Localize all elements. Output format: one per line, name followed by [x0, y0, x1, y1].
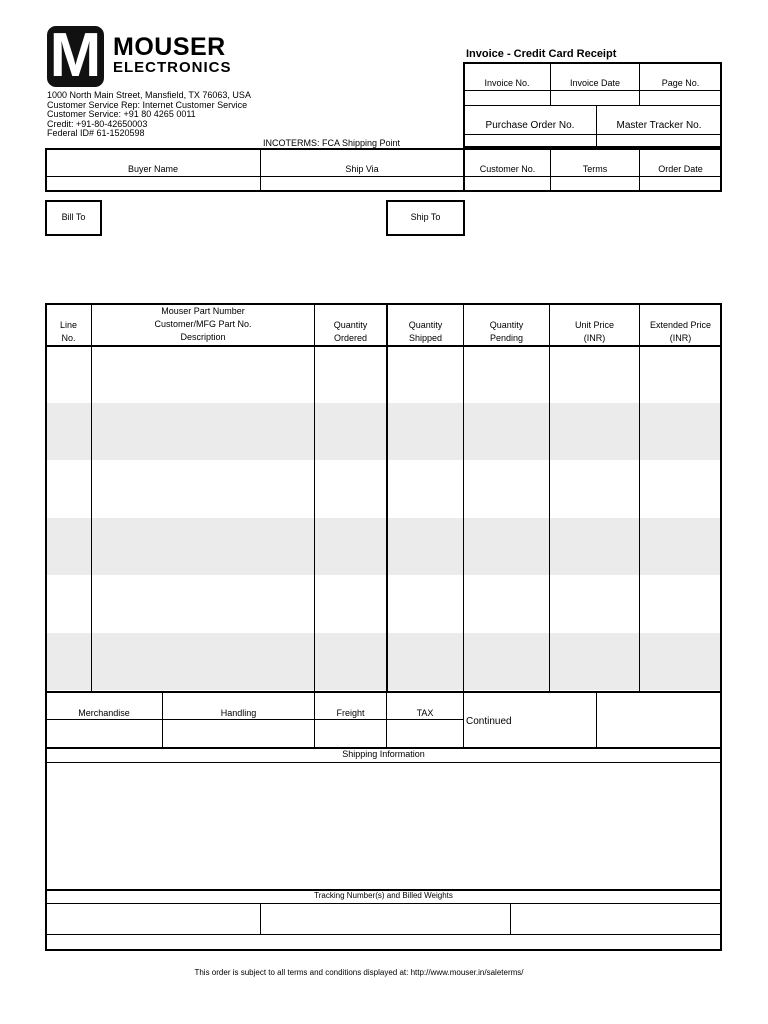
address-line: 1000 North Main Street, Mansfield, TX 76063, USA	[47, 90, 251, 100]
divider	[46, 176, 721, 177]
terms-label: Terms	[582, 164, 608, 174]
continued-label: Continued	[466, 716, 512, 727]
col-header-part	[92, 305, 314, 344]
divider	[386, 692, 387, 748]
header-text: Quantity	[333, 320, 368, 330]
header-text: Quantity	[489, 320, 524, 330]
customer-no-label: Customer No.	[479, 164, 536, 174]
col-header-qty-shipped	[388, 319, 463, 345]
divider	[260, 904, 261, 934]
terms-footer: This order is subject to all terms and conditions displayed at: http://www.mouser.in/saleterms/	[194, 968, 524, 977]
divider	[549, 304, 550, 691]
col-header-line-no	[46, 319, 91, 345]
divider	[639, 304, 640, 691]
mouser-logo	[47, 21, 104, 90]
company-subname: ELECTRONICS	[113, 59, 232, 76]
freight-label: Freight	[336, 708, 365, 718]
buyer-name-label: Buyer Name	[127, 164, 179, 174]
logo-letter: M	[49, 21, 102, 90]
purchase-order-label: Purchase Order No.	[485, 120, 575, 131]
divider	[464, 134, 721, 135]
address-line: Federal ID# 61-1520598	[47, 128, 145, 139]
divider	[596, 692, 597, 748]
divider	[463, 304, 464, 691]
divider	[314, 304, 315, 691]
header-text: Unit Price	[574, 320, 614, 330]
divider	[464, 90, 721, 91]
divider	[46, 345, 721, 347]
divider	[463, 692, 464, 748]
divider	[464, 105, 721, 106]
header-text: Customer/MFG Part No.	[154, 319, 252, 329]
header-text: Quantity	[408, 320, 443, 330]
invoice-no-label: Invoice No.	[484, 78, 530, 88]
incoterms: INCOTERMS: FCA Shipping Point	[263, 138, 401, 148]
divider	[162, 692, 163, 748]
address-line: Credit: +91-80-42650003	[47, 118, 148, 129]
header-text: Line	[59, 320, 77, 330]
divider	[46, 762, 721, 763]
header-text: Description	[180, 332, 226, 342]
header-text: Pending	[489, 333, 524, 343]
divider	[314, 692, 315, 748]
company-address	[47, 91, 251, 139]
col-header-ext-price	[640, 319, 721, 345]
company-name: MOUSER	[113, 33, 226, 61]
address-line: Customer Service Rep: Internet Customer Service	[47, 99, 248, 110]
order-date-label: Order Date	[658, 164, 703, 174]
divider	[46, 903, 721, 904]
header-text: Mouser Part Number	[161, 306, 245, 316]
header-text: (INR)	[669, 333, 692, 343]
divider	[46, 934, 721, 935]
master-tracker-label: Master Tracker No.	[616, 120, 702, 131]
divider	[510, 904, 511, 934]
ship-via-label: Ship Via	[345, 164, 379, 174]
header-text: Ordered	[333, 333, 368, 343]
header-text: (INR)	[583, 333, 606, 343]
divider	[91, 304, 92, 691]
tracking-title: Tracking Number(s) and Billed Weights	[314, 891, 453, 900]
divider	[46, 719, 464, 720]
merchandise-label: Merchandise	[78, 708, 130, 718]
header-text: Extended Price	[649, 320, 712, 330]
handling-label: Handling	[220, 708, 257, 718]
ship-to-label: Ship To	[410, 212, 441, 222]
invoice-date-label: Invoice Date	[569, 78, 621, 88]
totals-box	[45, 691, 722, 749]
page-no-label: Page No.	[661, 78, 700, 88]
header-text: Shipped	[408, 333, 443, 343]
address-line: Customer Service: +91 80 4265 0011	[47, 109, 196, 120]
divider	[386, 304, 388, 691]
tax-label: TAX	[416, 708, 434, 718]
invoice-title: Invoice - Credit Card Receipt	[466, 48, 617, 60]
shipping-info-title: Shipping Information	[342, 749, 425, 759]
bill-to-label: Bill To	[61, 212, 86, 222]
shipping-info-box	[45, 747, 722, 891]
line-items-table	[45, 303, 722, 693]
header-text: No.	[61, 333, 76, 343]
col-header-qty-ordered	[315, 319, 386, 345]
col-header-qty-pending	[464, 319, 549, 345]
col-header-unit-price	[550, 319, 639, 345]
